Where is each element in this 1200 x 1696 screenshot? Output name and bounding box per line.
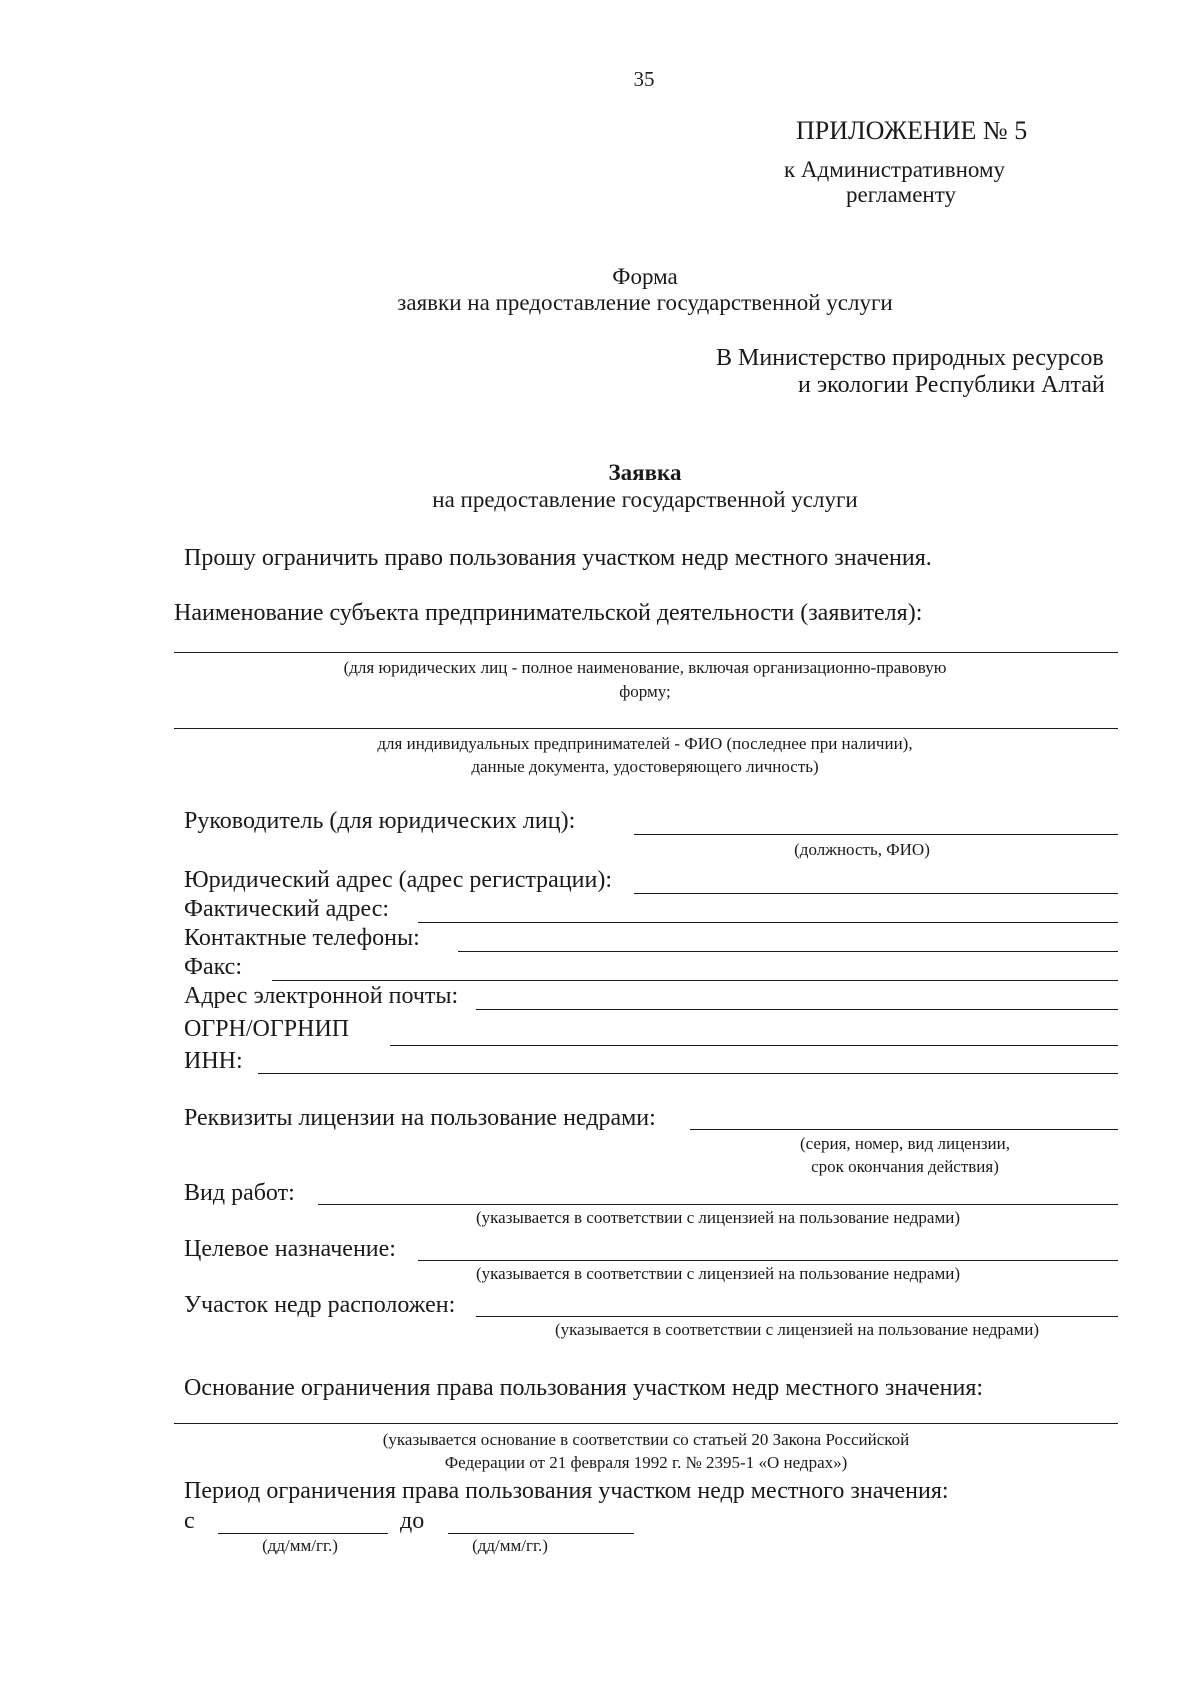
applicant-hint1-line1: (для юридических лиц - полное наименование, включая организационно-правовую	[343, 658, 947, 677]
form-title-line2: заявки на предоставление государственной услуги	[397, 290, 893, 315]
fax-line[interactable]	[272, 980, 1118, 981]
actual-address-label: Фактический адрес:	[184, 896, 390, 922]
purpose-line[interactable]	[418, 1260, 1118, 1261]
license-label: Реквизиты лицензии на пользование недрами:	[184, 1105, 656, 1131]
head-label: Руководитель (для юридических лиц):	[184, 808, 576, 834]
appendix-line1: к Административному	[784, 157, 1006, 182]
appendix-title: ПРИЛОЖЕНИЕ № 5	[796, 116, 1028, 145]
request-title: Заявка	[608, 460, 682, 485]
purpose-hint: (указывается в соответствии с лицензией на пользование недрами)	[476, 1264, 960, 1283]
license-line[interactable]	[690, 1129, 1118, 1130]
applicant-name-line[interactable]	[174, 652, 1118, 653]
restriction-line[interactable]	[174, 1423, 1118, 1424]
period-label: Период ограничения права пользования участком недр местного значения:	[184, 1478, 949, 1504]
legal-address-label: Юридический адрес (адрес регистрации):	[184, 867, 613, 893]
applicant-hint2-line1: для индивидуальных предпринимателей - ФИО (последнее при наличии),	[377, 734, 913, 753]
request-body: Прошу ограничить право пользования участком недр местного значения.	[184, 545, 932, 571]
applicant-hint2-line2: данные документа, удостоверяющего личность)	[471, 757, 819, 776]
email-line[interactable]	[476, 1009, 1118, 1010]
restriction-label: Основание ограничения права пользования участком недр местного значения:	[184, 1375, 984, 1401]
fax-label: Факс:	[184, 954, 242, 980]
work-type-hint: (указывается в соответствии с лицензией на пользование недрами)	[476, 1208, 960, 1227]
actual-address-line[interactable]	[418, 922, 1118, 923]
appendix-line2: регламенту	[846, 182, 956, 207]
request-subtitle: на предоставление государственной услуги	[432, 487, 858, 512]
email-label: Адрес электронной почты:	[184, 983, 459, 1009]
location-line[interactable]	[476, 1316, 1118, 1317]
work-type-label: Вид работ:	[184, 1180, 295, 1206]
inn-line[interactable]	[258, 1073, 1118, 1074]
phones-label: Контактные телефоны:	[184, 925, 420, 951]
date-to-hint: (дд/мм/гг.)	[472, 1536, 548, 1555]
period-from-label: с	[184, 1508, 195, 1534]
location-hint: (указывается в соответствии с лицензией на пользование недрами)	[555, 1320, 1039, 1339]
date-from-hint: (дд/мм/гг.)	[262, 1536, 338, 1555]
location-label: Участок недр расположен:	[184, 1292, 456, 1318]
applicant-name-line-2[interactable]	[174, 728, 1118, 729]
applicant-label: Наименование субъекта предпринимательской деятельности (заявителя):	[174, 600, 923, 626]
license-hint-line2: срок окончания действия)	[811, 1157, 999, 1176]
purpose-label: Целевое назначение:	[184, 1236, 396, 1262]
form-title-line1: Форма	[612, 264, 678, 289]
license-hint-line1: (серия, номер, вид лицензии,	[800, 1134, 1010, 1153]
head-hint: (должность, ФИО)	[794, 840, 930, 859]
ogrn-label: ОГРН/ОГРНИП	[184, 1016, 350, 1042]
addressee-line2: и экологии Республики Алтай	[798, 372, 1105, 398]
applicant-hint1-line2: форму;	[619, 682, 671, 701]
page-number: 35	[633, 67, 655, 91]
inn-label: ИНН:	[184, 1048, 243, 1074]
addressee-line1: В Министерство природных ресурсов	[716, 345, 1104, 371]
work-type-line[interactable]	[318, 1204, 1118, 1205]
legal-address-line[interactable]	[634, 893, 1118, 894]
period-to-label: до	[400, 1508, 425, 1534]
date-from-line[interactable]	[218, 1533, 388, 1534]
head-line[interactable]	[634, 834, 1118, 835]
restriction-hint-line2: Федерации от 21 февраля 1992 г. № 2395-1 «О недрах»)	[444, 1453, 848, 1472]
restriction-hint-line1: (указывается основание в соответствии со статьей 20 Закона Российской	[382, 1430, 910, 1449]
phones-line[interactable]	[458, 951, 1118, 952]
ogrn-line[interactable]	[390, 1045, 1118, 1046]
date-to-line[interactable]	[448, 1533, 634, 1534]
